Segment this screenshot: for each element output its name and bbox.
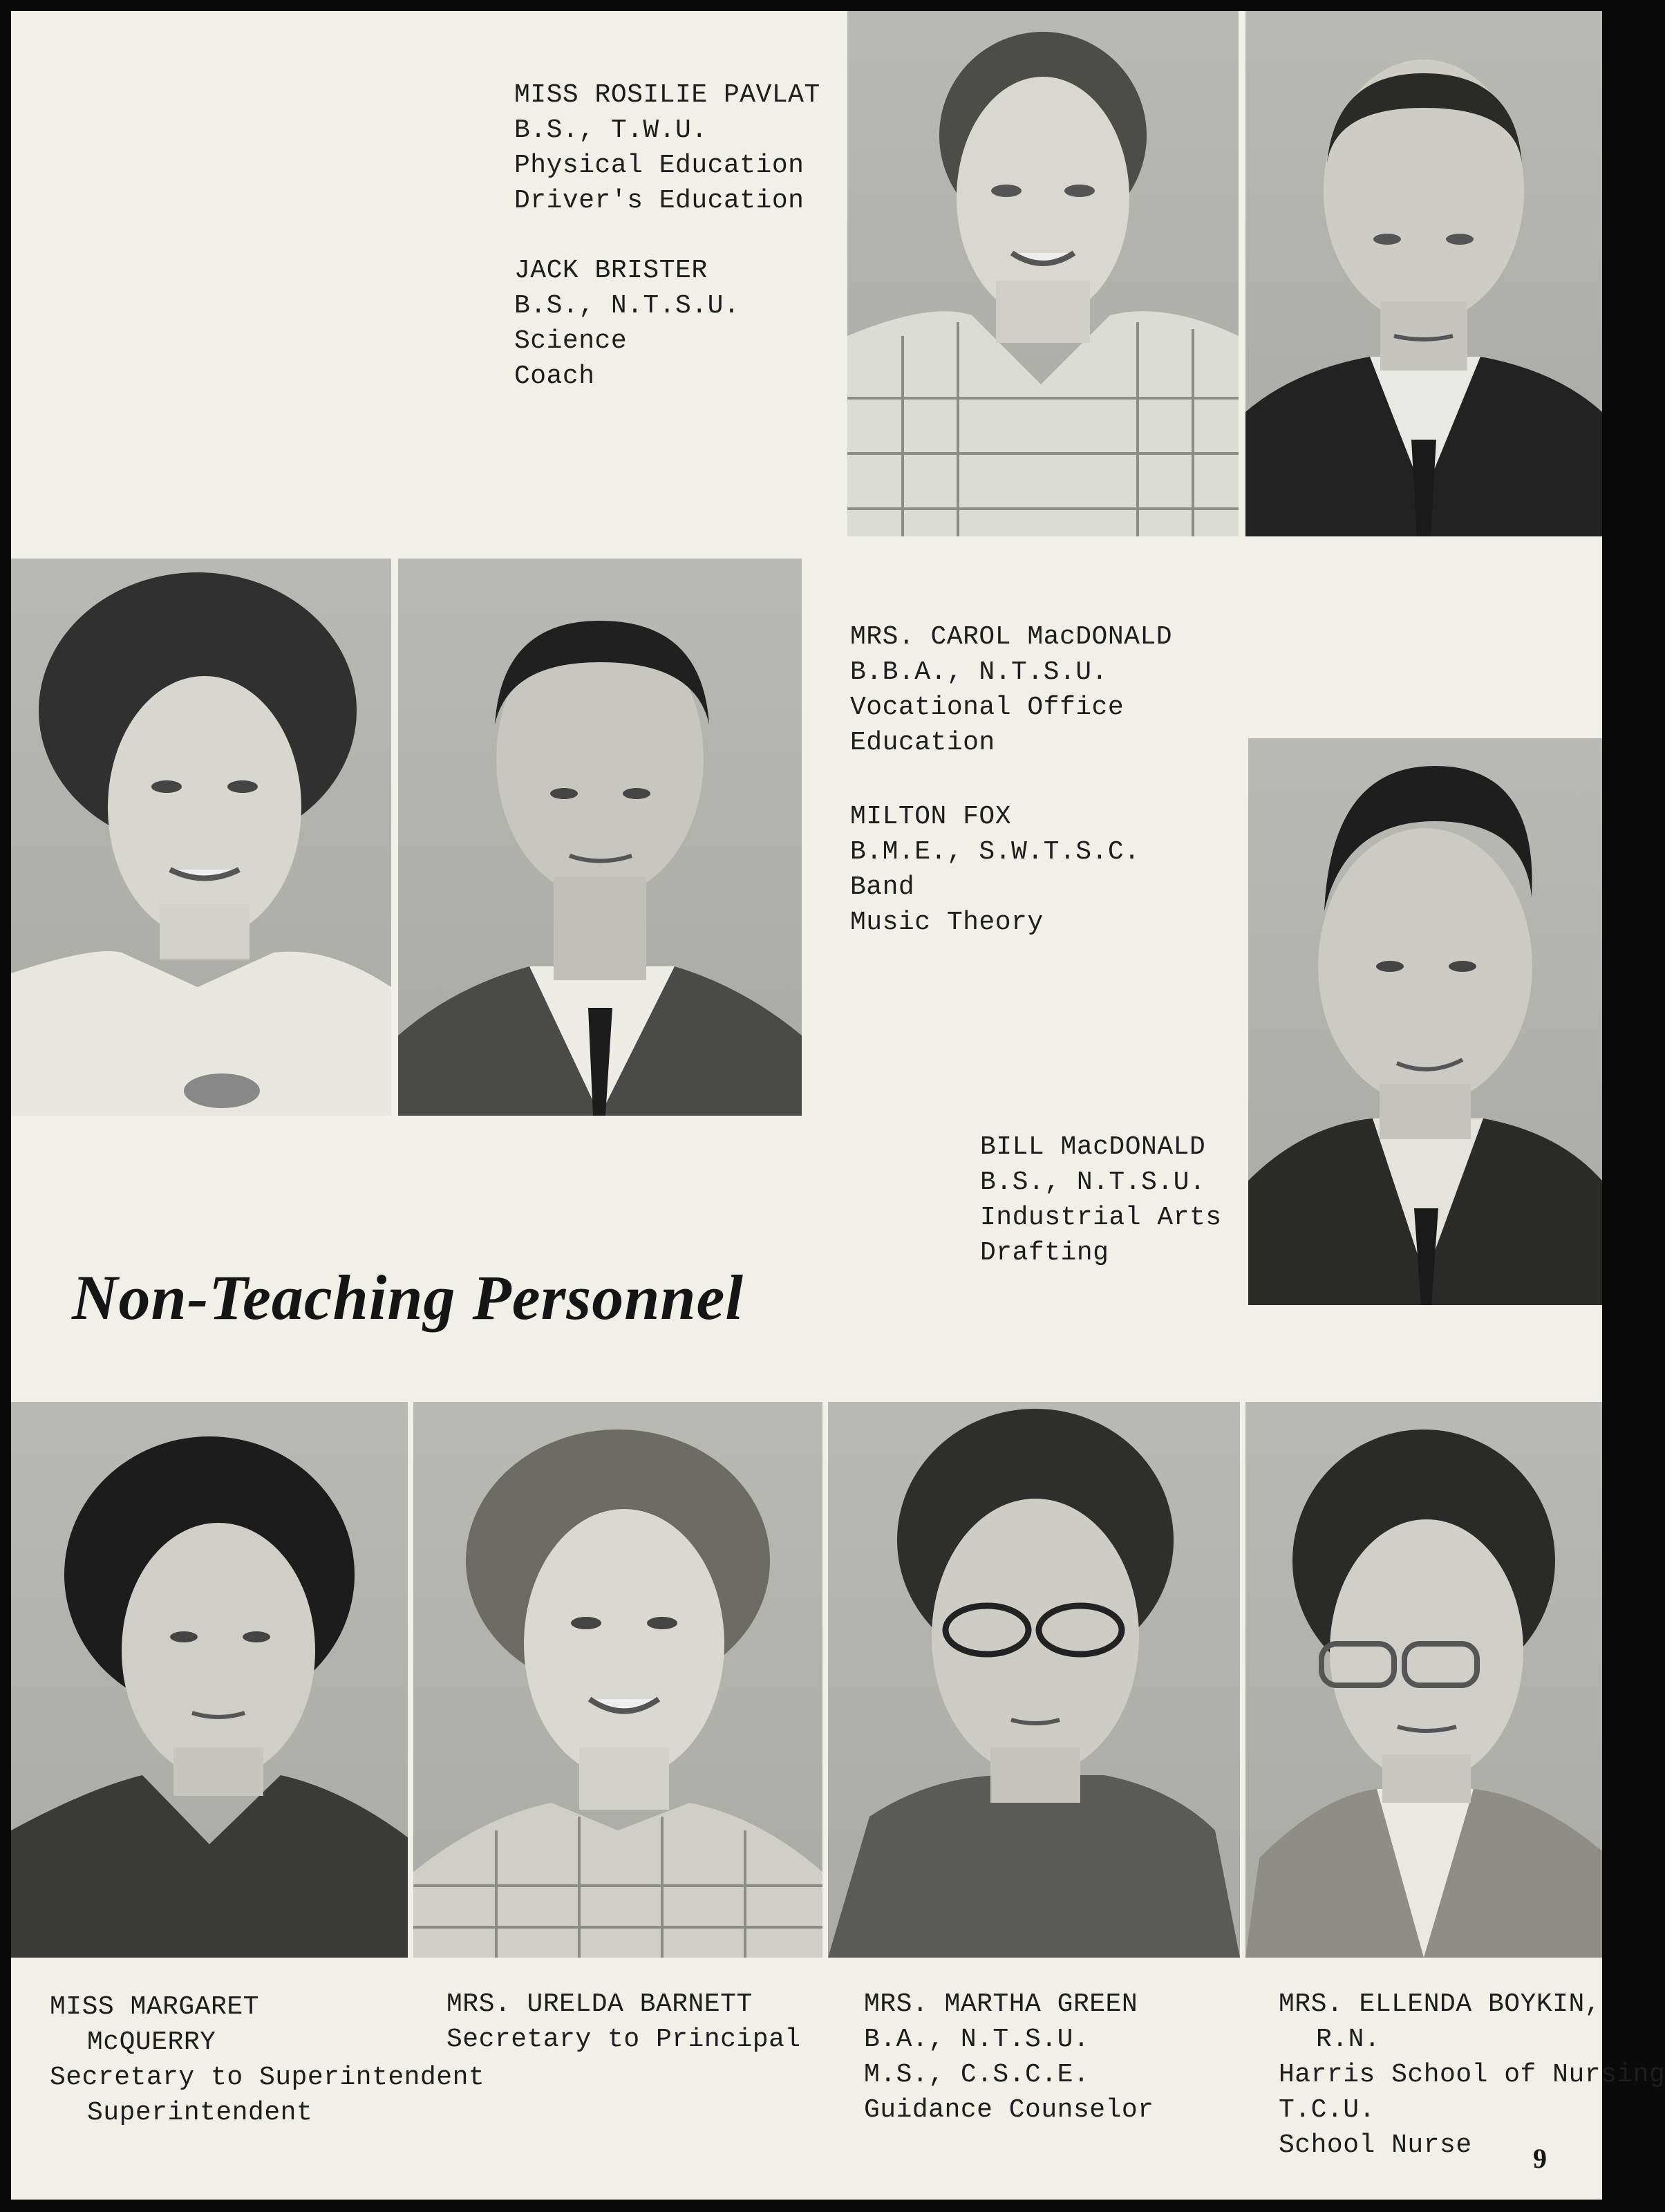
caption-martha-green bbox=[864, 1987, 1154, 2128]
caption-subject: Drafting bbox=[980, 1238, 1109, 1268]
caption-jack-brister bbox=[514, 253, 740, 394]
caption-name: MILTON FOX bbox=[850, 802, 1012, 832]
caption-subject: Coach bbox=[514, 362, 595, 391]
caption-degree: Harris School of Nursing bbox=[1279, 2060, 1665, 2090]
caption-name: MRS. URELDA BARNETT bbox=[446, 1989, 753, 2019]
caption-role: Guidance Counselor bbox=[864, 2095, 1154, 2125]
photo-rosilie-pavlat bbox=[847, 11, 1239, 536]
photo-ellenda-boykin bbox=[1245, 1402, 1602, 1958]
section-title: Non-Teaching Personnel bbox=[72, 1262, 744, 1333]
caption-subject: Music Theory bbox=[850, 908, 1044, 937]
yearbook-page bbox=[11, 11, 1665, 2200]
caption-subject: Industrial Arts bbox=[980, 1203, 1222, 1232]
caption-name: BILL MacDONALD bbox=[980, 1132, 1206, 1162]
photo-urelda-barnett bbox=[413, 1402, 822, 1958]
page-number: 9 bbox=[1533, 2143, 1547, 2174]
caption-name: McQUERRY bbox=[87, 2027, 216, 2057]
caption-name: JACK BRISTER bbox=[514, 256, 708, 285]
caption-name: MRS. CAROL MacDONALD bbox=[850, 622, 1173, 652]
caption-degree: B.S., T.W.U. bbox=[514, 115, 708, 145]
caption-subject: Science bbox=[514, 326, 628, 356]
caption-role: Secretary to Principal bbox=[446, 2025, 801, 2054]
photo-margaret-mcquerry bbox=[11, 1402, 408, 1958]
photo-milton-fox bbox=[398, 559, 802, 1116]
caption-degree: B.S., N.T.S.U. bbox=[980, 1168, 1206, 1197]
caption-role: Superintendent bbox=[87, 2098, 313, 2128]
photo-jack-brister bbox=[1245, 11, 1602, 536]
caption-bill-macdonald bbox=[980, 1130, 1222, 1271]
caption-rosilie-pavlat bbox=[514, 77, 820, 218]
caption-name: MRS. MARTHA GREEN bbox=[864, 1989, 1138, 2019]
caption-role: Secretary to Superintendent bbox=[50, 2063, 485, 2092]
caption-ellenda-boykin bbox=[1279, 1987, 1665, 2163]
caption-carol-macdonald bbox=[850, 619, 1172, 760]
caption-subject: Band bbox=[850, 872, 915, 902]
caption-degree: B.B.A., N.T.S.U. bbox=[850, 657, 1108, 687]
caption-milton-fox bbox=[850, 799, 1140, 940]
caption-subject: Education bbox=[850, 728, 995, 758]
caption-role: School Nurse bbox=[1279, 2130, 1472, 2160]
caption-degree: T.C.U. bbox=[1279, 2095, 1375, 2125]
caption-margaret-mcquerry bbox=[50, 1989, 485, 2130]
caption-name: MRS. ELLENDA BOYKIN, bbox=[1279, 1989, 1601, 2019]
caption-name: MISS MARGARET bbox=[50, 1992, 259, 2022]
caption-degree: M.S., C.S.C.E. bbox=[864, 2060, 1090, 2090]
photo-bill-macdonald bbox=[1248, 738, 1602, 1305]
photo-carol-macdonald bbox=[11, 559, 391, 1116]
caption-urelda-barnett bbox=[446, 1987, 801, 2057]
caption-credential: R.N. bbox=[1316, 2025, 1381, 2054]
caption-subject: Vocational Office bbox=[850, 693, 1125, 722]
caption-degree: B.S., N.T.S.U. bbox=[514, 291, 740, 321]
caption-degree: B.A., N.T.S.U. bbox=[864, 2025, 1090, 2054]
caption-subject: Physical Education bbox=[514, 151, 805, 180]
caption-degree: B.M.E., S.W.T.S.C. bbox=[850, 837, 1140, 867]
caption-subject: Driver's Education bbox=[514, 186, 805, 216]
caption-name: MISS ROSILIE PAVLAT bbox=[514, 80, 820, 110]
photo-martha-green bbox=[828, 1402, 1240, 1958]
